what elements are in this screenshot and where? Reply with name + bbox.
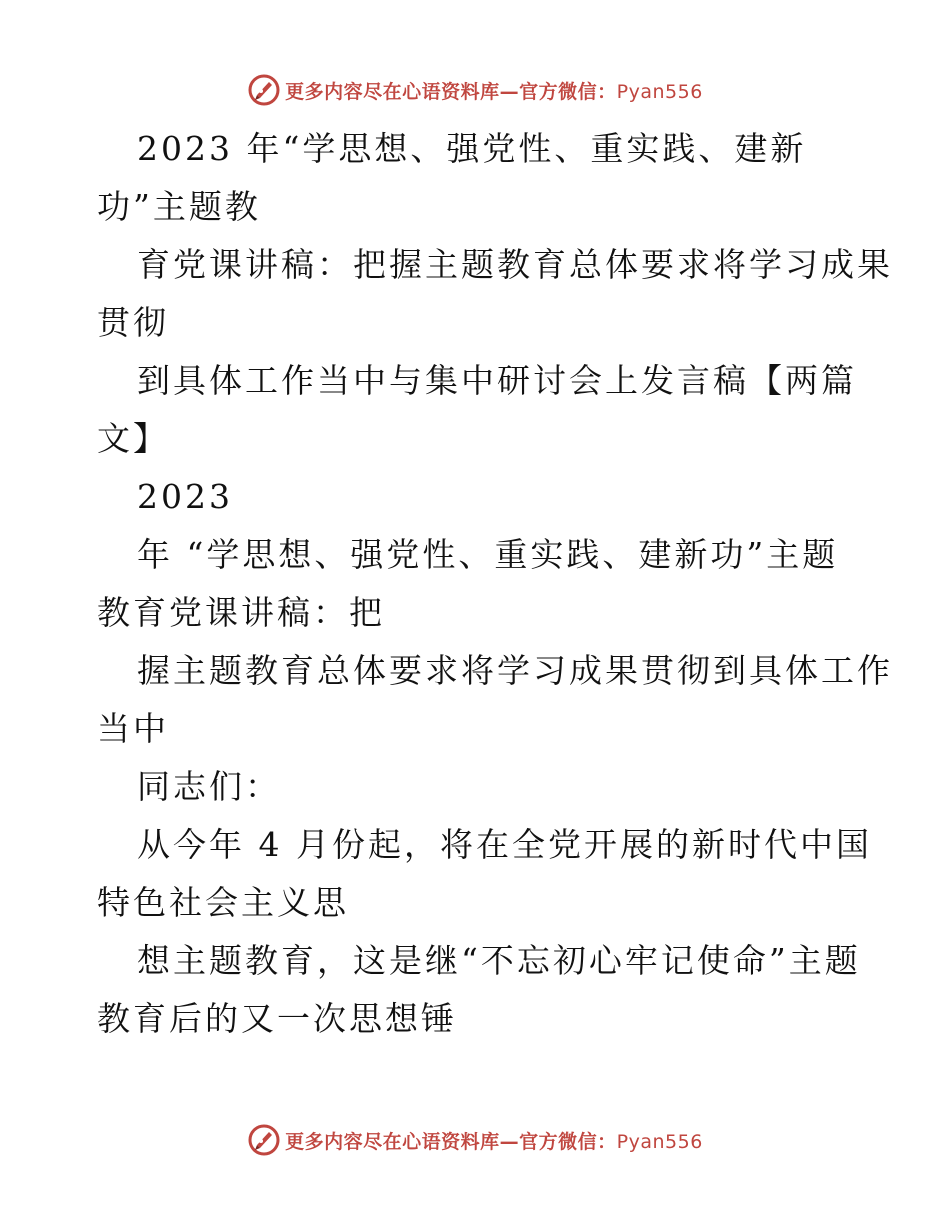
text-line: 从今年 4 月份起，将在全党开展的新时代中国 — [137, 825, 872, 864]
text-line: 功”主题教 — [97, 187, 261, 226]
text-line: 2023 年“学思想、强党性、重实践、建新 — [137, 129, 807, 168]
text-line: 到具体工作当中与集中研讨会上发言稿【两篇 — [137, 361, 857, 400]
watermark-text: 更多内容尽在心语资料库—官方微信：Pyan556 — [285, 80, 703, 103]
pen-circle-logo-icon — [247, 1123, 281, 1157]
document-body — [97, 120, 893, 1048]
pen-circle-logo-icon — [247, 73, 281, 107]
text-line: 特色社会主义思 — [97, 883, 349, 922]
text-line: 文】 — [97, 419, 169, 458]
text-line: 贯彻 — [97, 303, 169, 342]
text-line: 同志们： — [137, 767, 281, 806]
text-line: 当中 — [97, 709, 169, 748]
header-watermark — [0, 70, 950, 110]
watermark-text: 更多内容尽在心语资料库—官方微信：Pyan556 — [285, 1130, 703, 1153]
footer-watermark — [0, 1120, 950, 1160]
watermark-handle: Pyan556 — [616, 80, 703, 103]
text-line: 握主题教育总体要求将学习成果贯彻到具体工作 — [137, 651, 893, 690]
text-line: 想主题教育，这是继“不忘初心牢记使命”主题 — [137, 941, 861, 980]
text-line: 育党课讲稿：把握主题教育总体要求将学习成果 — [137, 245, 893, 284]
text-line: 教育后的又一次思想锤 — [97, 999, 457, 1038]
text-line: 2023 — [137, 477, 233, 516]
text-line: 年 “学思想、强党性、重实践、建新功”主题 — [137, 535, 839, 574]
text-line: 教育党课讲稿：把 — [97, 593, 385, 632]
watermark-handle: Pyan556 — [616, 1130, 703, 1153]
